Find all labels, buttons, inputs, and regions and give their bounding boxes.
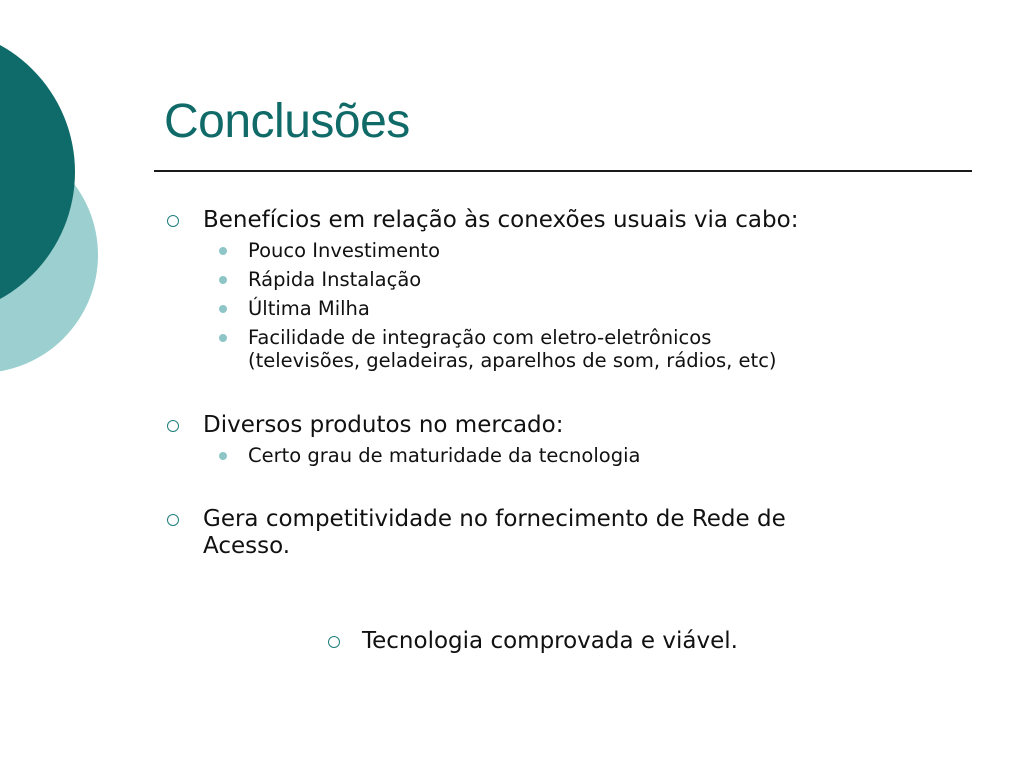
hollow-bullet-icon — [167, 514, 179, 526]
hollow-bullet-icon — [167, 215, 179, 227]
bullet-technology: Tecnologia comprovada e viável. — [362, 628, 738, 654]
bullet-products: Diversos produtos no mercado: — [203, 412, 564, 438]
title-divider — [154, 170, 972, 172]
bullet-competitiveness-continuation: Acesso. — [203, 533, 291, 559]
subbullet-investment: Pouco Investimento — [248, 239, 441, 262]
dot-bullet-icon — [219, 334, 227, 342]
hollow-bullet-icon — [328, 636, 340, 648]
bullet-benefits: Benefícios em relação às conexões usuais via cabo: — [203, 207, 799, 233]
subbullet-installation: Rápida Instalação — [248, 268, 422, 291]
dot-bullet-icon — [219, 276, 227, 284]
dot-bullet-icon — [219, 305, 227, 313]
subbullet-integration-continuation: (televisões, geladeiras, aparelhos de som, rádios, etc) — [248, 349, 777, 372]
slide-title: Conclusões — [164, 95, 410, 148]
decorative-circles — [0, 0, 110, 400]
subbullet-last-mile: Última Milha — [248, 297, 370, 320]
subbullet-maturity: Certo grau de maturidade da tecnologia — [248, 444, 641, 467]
dot-bullet-icon — [219, 452, 227, 460]
hollow-bullet-icon — [167, 420, 179, 432]
subbullet-integration: Facilidade de integração com eletro-eletrônicos — [248, 326, 712, 349]
dot-bullet-icon — [219, 247, 227, 255]
bullet-competitiveness: Gera competitividade no fornecimento de Rede de — [203, 506, 786, 532]
